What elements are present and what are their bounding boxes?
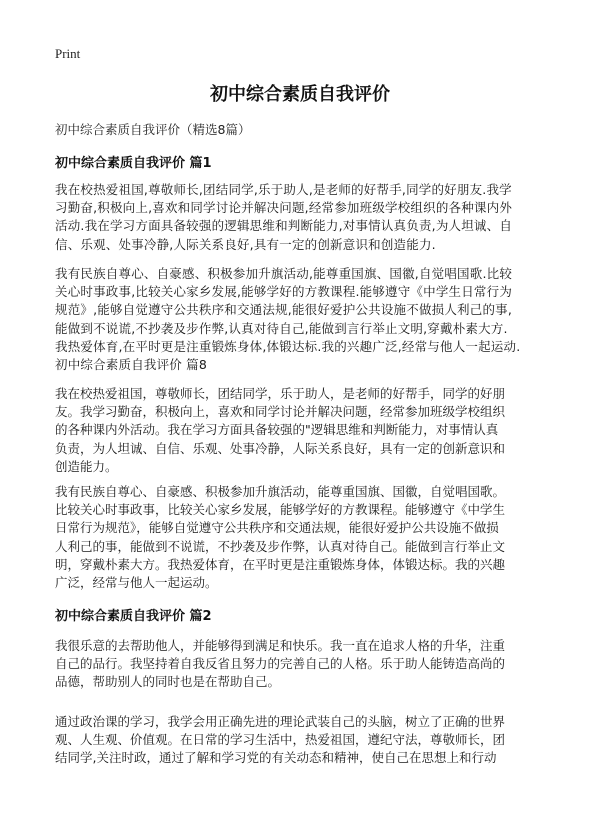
paragraph-line: 负责，为人坦诚、自信、乐观、处事冷静，人际关系良好，具有一定的创新意识和	[55, 440, 506, 456]
paragraph-line: 我有民族自尊心、自豪感、积极参加升旗活动,能尊重国旗、国徽,自觉唱国歌.比较	[55, 266, 513, 281]
paragraph-line: 创造能力。	[55, 458, 118, 474]
print-label: Print	[55, 46, 81, 61]
section-heading: 初中综合素质自我评价 篇2	[55, 609, 212, 624]
paragraph-line: 明，穿戴朴素大方。我热爱体育，在平时更是注重锻炼身体，体锻达标。我的兴趣	[55, 556, 506, 572]
section-heading: 初中综合素质自我评价 篇1	[55, 156, 212, 171]
paragraph-line: 关心时事政事,比较关心家乡发展,能够学好的方教课程.能够遵守《中学生日常行为	[55, 284, 513, 300]
paragraph-line: 我在校热爱祖国,尊敬师长,团结同学,乐于助人,是老师的好帮手,同学的好朋友.我学	[55, 182, 512, 197]
paragraph-line: 人利己的事，能做到不说谎，不抄袭及步作弊，认真对待自己。能做到言行举止文	[55, 538, 506, 554]
paragraph-line: 日常行为规范》，能够自觉遵守公共秩序和交通法规，能很好爱护公共设施不做损	[55, 520, 499, 536]
paragraph-line: 品德，帮助别人的同时也是在帮助自己。	[55, 674, 281, 690]
paragraph-line: 我很乐意的去帮助他人，并能够得到满足和快乐。我一直在追求人格的升华，注重	[55, 638, 506, 653]
paragraph	[55, 265, 555, 374]
paragraph-line: 我有民族自尊心、自豪感、积极参加升旗活动，能尊重国旗、国徽，自觉唱国歌。	[55, 484, 506, 499]
paragraph	[55, 637, 555, 692]
document-title: 初中综合素质自我评价	[210, 84, 390, 105]
paragraph-line: 比较关心时事政事，比较关心家乡发展，能够学好的方教课程。能够遵守《中学生	[55, 502, 506, 518]
paragraph-line: 通过政治课的学习，我学会用正确先进的理论武装自己的头脑，树立了正确的世界	[55, 714, 506, 729]
paragraph-line: 活动.我在学习方面具备较强的逻辑思维和判断能力,对事情认真负责,为人坦诚、自	[55, 218, 513, 234]
paragraph-line: 广泛，经常与他人一起运动。	[55, 574, 218, 590]
paragraph	[55, 385, 555, 476]
paragraph	[55, 713, 555, 768]
paragraph-line: 结同学,关注时政，通过了解和学习党的有关动态和精神，使自己在思想上和行动	[55, 750, 497, 766]
paragraph-line: 友。我学习勤奋，积极向上，喜欢和同学讨论并解决问题，经常参加班级学校组织	[55, 404, 506, 420]
paragraph	[55, 483, 555, 592]
paragraph-line: 观、人生观、价值观。在日常的学习生活中，热爱祖国，遵纪守法，尊敬师长，团	[55, 732, 506, 748]
paragraph-line: 自己的品行。我坚持着自我反省且努力的完善自己的人格。乐于助人能铸造高尚的	[55, 656, 506, 672]
document-subtitle: 初中综合素质自我评价（精选8篇）	[55, 122, 251, 137]
paragraph-line: 的各种课内外活动。我在学习方面具备较强的"逻辑思维和判断能力，对事情认真	[55, 422, 499, 438]
paragraph-line: 信、乐观、处事冷静,人际关系良好,具有一定的创新意识和创造能力.	[55, 236, 436, 252]
paragraph	[55, 181, 555, 254]
paragraph-line: 能做到不说谎,不抄袭及步作弊,认真对待自己,能做到言行举止文明,穿戴朴素大方.	[55, 320, 508, 336]
paragraph-line: 我热爱体育,在平时更是注重锻炼身体,体锻达标.我的兴趣广泛,经常与他人一起运动.	[55, 338, 521, 354]
paragraph-line: 规范》,能够自觉遵守公共秩序和交通法规,能很好爱护公共设施不做损人利己的事,	[55, 302, 513, 318]
paragraph-line: 习勤奋,积极向上,喜欢和同学讨论并解决问题,经常参加班级学校组织的各种课内外	[55, 200, 513, 216]
paragraph-line: 初中综合素质自我评价 篇8	[55, 356, 208, 372]
paragraph-line: 我在校热爱祖国，尊敬师长，团结同学，乐于助人，是老师的好帮手，同学的好朋	[55, 386, 506, 401]
